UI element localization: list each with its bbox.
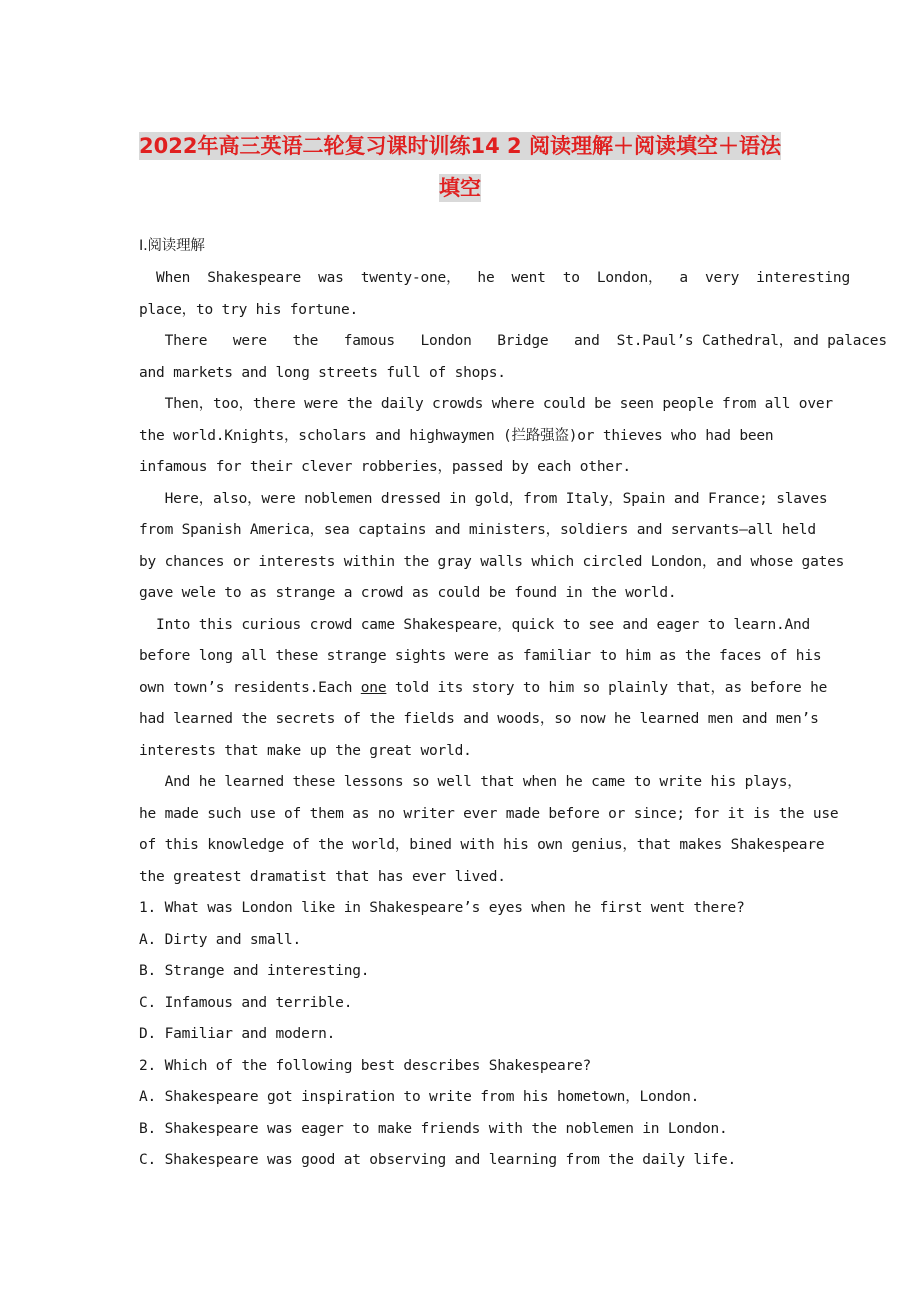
passage-line [139,426,773,446]
document-title-line-1: 2022年高三英语二轮复习课时训练14 2 阅读理解＋阅读填空＋语法 [139,134,781,158]
passage-line-text: the world.Knights，scholars and highwaymen (拦路强盗)or thieves who had been [139,427,774,444]
passage-line [139,930,301,950]
passage-line [139,1150,736,1170]
passage-line-text: own town’s residents.Each [139,679,361,696]
section-heading: Ⅰ.阅读理解 [139,238,205,254]
underlined-word: one [360,679,387,696]
passage-line-text: interests that make up the great world. [139,742,472,759]
passage-line-text: Into this curious crowd came Shakespeare，quick to see and eager to learn.And [139,616,811,633]
passage-line [139,1119,728,1139]
passage-line [139,772,802,792]
document-title-line-2: 填空 [439,176,481,200]
passage-line-text: and markets and long streets full of shops. [139,364,506,381]
passage-line [139,678,827,698]
passage-line [139,961,369,981]
passage-line-text: by chances or interests within the gray walls which circled London，and whose gates [139,553,845,570]
passage-line [139,489,827,509]
passage-line [139,363,506,383]
passage-line-text: had learned the secrets of the fields and woods，so now he learned men and men’s [139,711,819,727]
passage-line-text: A. Shakespeare got inspiration to write from his hometown，London. [139,1089,700,1105]
passage-line-text: infamous for their clever robberies，passed by each other. [139,459,631,475]
passage-line-text: from Spanish America，sea captains and ministers，soldiers and servants—all held [139,522,816,538]
passage-line-text: Then，too，there were the daily crowds where could be seen people from all over [139,396,833,412]
passage-line [139,457,631,477]
passage-line [139,867,506,887]
passage-line [139,709,819,729]
passage-line-text: B. Strange and interesting. [139,963,370,979]
passage-line [139,615,810,635]
passage-line-text: A. Dirty and small. [139,931,302,948]
passage-line [139,1024,335,1044]
passage-line-text: 2. Which of the following best describes Shakespeare? [139,1057,592,1074]
passage-line-text: place，to try his fortune. [139,301,359,318]
passage-line-text: before long all these strange sights were as familiar to him as the faces of his [139,648,822,664]
passage-line [139,268,850,288]
passage-line-text: When Shakespeare was twenty-one， he went to London， a very interesting [139,270,850,286]
passage-line [139,1087,699,1107]
passage-line [139,552,844,572]
passage-line [139,835,824,855]
passage-line-text: told its story to him so plainly that，as before he [386,679,828,696]
passage-line [139,646,821,666]
passage-line-text: 1. What was London like in Shakespeare’s eyes when he first went there? [139,900,745,916]
passage-line-text: C. Infamous and terrible. [139,994,353,1011]
passage-line [139,898,745,918]
passage-line-text: B. Shakespeare was eager to make friends with the noblemen in London. [139,1120,728,1137]
passage-line [139,1056,591,1076]
passage-line [139,300,358,320]
passage-line [139,331,887,351]
passage-line-text: D. Familiar and modern. [139,1026,336,1042]
passage-line [139,394,833,414]
passage-line [139,804,838,824]
passage-line [139,993,352,1013]
passage-line-text: Here，also，were noblemen dressed in gold，from Italy，Spain and France; slaves [139,490,828,507]
passage-line [139,520,816,540]
passage-line [139,741,472,761]
passage-line-text: There were the famous London Bridge and St.Paul’s Cathedral，and palaces [139,333,887,349]
passage-line-text: And he learned these lessons so well that when he came to write his plays， [139,774,802,790]
passage-line-text: he made such use of them as no writer ever made before or since; for it is the use [139,805,839,822]
passage-line-text: gave wele to as strange a crowd as could be found in the world. [139,585,677,601]
passage-line-text: of this knowledge of the world，bined with his own genius，that makes Shakespeare [139,837,825,853]
passage-line-text: C. Shakespeare was good at observing and learning from the daily life. [139,1152,737,1168]
passage-line-text: the greatest dramatist that has ever lived. [139,868,506,885]
passage-line [139,583,676,603]
